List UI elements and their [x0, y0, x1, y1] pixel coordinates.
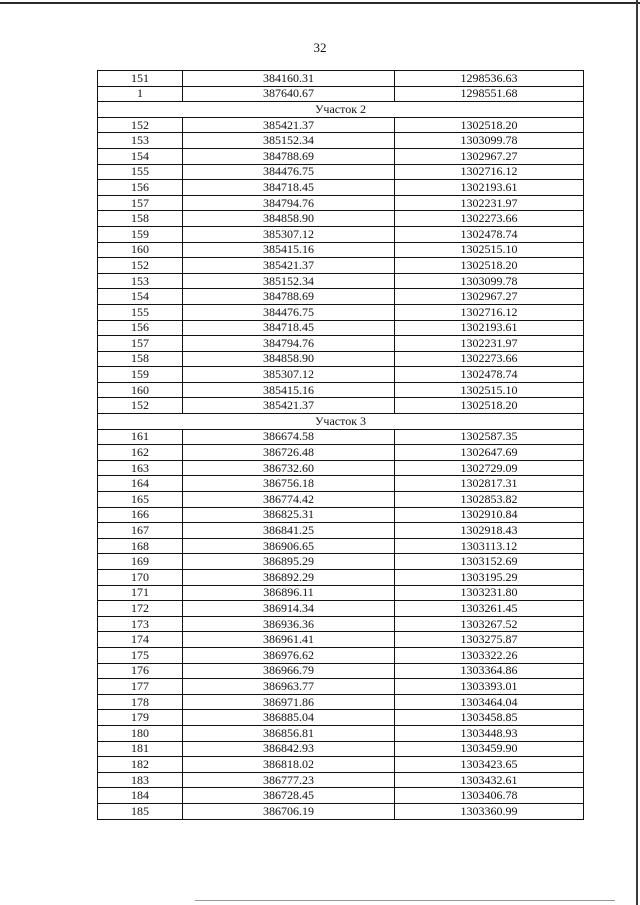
table-row: [98, 507, 584, 523]
table-row: [98, 71, 584, 87]
point-number-cell: 160: [98, 242, 183, 258]
point-number-cell: 177: [98, 679, 183, 695]
y-coordinate-cell: 1302478.74: [395, 367, 584, 383]
y-coordinate-cell: 1302587.35: [395, 429, 584, 445]
point-number-cell: 167: [98, 523, 183, 539]
point-number-cell: 173: [98, 616, 183, 632]
y-coordinate-cell: 1302231.97: [395, 336, 584, 352]
y-coordinate-cell: 1303152.69: [395, 554, 584, 570]
point-number-cell: 157: [98, 195, 183, 211]
point-number-cell: 175: [98, 647, 183, 663]
x-coordinate-cell: 386825.31: [183, 507, 395, 523]
table-row: [98, 585, 584, 601]
x-coordinate-cell: 384476.75: [183, 164, 395, 180]
y-coordinate-cell: 1303322.26: [395, 647, 584, 663]
point-number-cell: 170: [98, 570, 183, 586]
table-row: [98, 195, 584, 211]
section-header-row: [98, 102, 584, 118]
x-coordinate-cell: 385421.37: [183, 117, 395, 133]
table-row: [98, 336, 584, 352]
table-row: [98, 117, 584, 133]
table-row: [98, 398, 584, 414]
point-number-cell: 156: [98, 320, 183, 336]
table-row: [98, 803, 584, 819]
x-coordinate-cell: 386976.62: [183, 647, 395, 663]
x-coordinate-cell: 385307.12: [183, 226, 395, 242]
y-coordinate-cell: 1303393.01: [395, 679, 584, 695]
table-row: [98, 601, 584, 617]
table-row: [98, 289, 584, 305]
x-coordinate-cell: 384788.69: [183, 289, 395, 305]
x-coordinate-cell: 386885.04: [183, 710, 395, 726]
table-row: [98, 460, 584, 476]
y-coordinate-cell: 1302231.97: [395, 195, 584, 211]
x-coordinate-cell: 386906.65: [183, 538, 395, 554]
y-coordinate-cell: 1302910.84: [395, 507, 584, 523]
y-coordinate-cell: 1303231.80: [395, 585, 584, 601]
table-row: [98, 663, 584, 679]
x-coordinate-cell: 386896.11: [183, 585, 395, 601]
x-coordinate-cell: 386732.60: [183, 460, 395, 476]
x-coordinate-cell: 384788.69: [183, 148, 395, 164]
x-coordinate-cell: 386966.79: [183, 663, 395, 679]
x-coordinate-cell: 386818.02: [183, 757, 395, 773]
y-coordinate-cell: 1303406.78: [395, 788, 584, 804]
point-number-cell: 165: [98, 492, 183, 508]
x-coordinate-cell: 384858.90: [183, 211, 395, 227]
table-row: [98, 679, 584, 695]
y-coordinate-cell: 1303267.52: [395, 616, 584, 632]
point-number-cell: 161: [98, 429, 183, 445]
point-number-cell: 185: [98, 803, 183, 819]
table-row: [98, 492, 584, 508]
table-row: [98, 757, 584, 773]
point-number-cell: 154: [98, 148, 183, 164]
y-coordinate-cell: 1303459.90: [395, 741, 584, 757]
y-coordinate-cell: 1302515.10: [395, 242, 584, 258]
point-number-cell: 155: [98, 164, 183, 180]
y-coordinate-cell: 1298536.63: [395, 71, 584, 87]
y-coordinate-cell: 1302853.82: [395, 492, 584, 508]
table-row: [98, 445, 584, 461]
point-number-cell: 166: [98, 507, 183, 523]
x-coordinate-cell: 386774.42: [183, 492, 395, 508]
table-row: [98, 554, 584, 570]
point-number-cell: 151: [98, 71, 183, 87]
x-coordinate-cell: 386936.36: [183, 616, 395, 632]
y-coordinate-cell: 1302193.61: [395, 180, 584, 196]
x-coordinate-cell: 384794.76: [183, 195, 395, 211]
y-coordinate-cell: 1303423.65: [395, 757, 584, 773]
y-coordinate-cell: 1303360.99: [395, 803, 584, 819]
table-row: [98, 538, 584, 554]
x-coordinate-cell: 386842.93: [183, 741, 395, 757]
y-coordinate-cell: 1302716.12: [395, 304, 584, 320]
table-row: [98, 772, 584, 788]
table-row: [98, 367, 584, 383]
y-coordinate-cell: 1302518.20: [395, 117, 584, 133]
point-number-cell: 157: [98, 336, 183, 352]
x-coordinate-cell: 386856.81: [183, 725, 395, 741]
table-row: [98, 694, 584, 710]
scan-border-right: [636, 0, 638, 905]
table-row: [98, 351, 584, 367]
y-coordinate-cell: 1303464.04: [395, 694, 584, 710]
y-coordinate-cell: 1302193.61: [395, 320, 584, 336]
x-coordinate-cell: 386892.29: [183, 570, 395, 586]
point-number-cell: 159: [98, 226, 183, 242]
point-number-cell: 181: [98, 741, 183, 757]
table-row: [98, 647, 584, 663]
point-number-cell: 160: [98, 382, 183, 398]
y-coordinate-cell: 1303275.87: [395, 632, 584, 648]
table-row: [98, 242, 584, 258]
y-coordinate-cell: 1302273.66: [395, 351, 584, 367]
x-coordinate-cell: 386674.58: [183, 429, 395, 445]
table-row: [98, 320, 584, 336]
x-coordinate-cell: 386895.29: [183, 554, 395, 570]
x-coordinate-cell: 385415.16: [183, 382, 395, 398]
point-number-cell: 168: [98, 538, 183, 554]
table-row: [98, 741, 584, 757]
x-coordinate-cell: 386706.19: [183, 803, 395, 819]
table-row: [98, 788, 584, 804]
x-coordinate-cell: 385421.37: [183, 398, 395, 414]
x-coordinate-cell: 386841.25: [183, 523, 395, 539]
table-row: [98, 133, 584, 149]
x-coordinate-cell: 385152.34: [183, 273, 395, 289]
table-row: [98, 304, 584, 320]
y-coordinate-cell: 1303458.85: [395, 710, 584, 726]
point-number-cell: 154: [98, 289, 183, 305]
table-row: [98, 164, 584, 180]
table-row: [98, 523, 584, 539]
coordinates-table-body: [98, 71, 584, 820]
table-row: [98, 211, 584, 227]
point-number-cell: 155: [98, 304, 183, 320]
page-number: 32: [313, 40, 327, 55]
x-coordinate-cell: 384794.76: [183, 336, 395, 352]
y-coordinate-cell: 1302817.31: [395, 476, 584, 492]
point-number-cell: 162: [98, 445, 183, 461]
point-number-cell: 158: [98, 351, 183, 367]
table-row: [98, 429, 584, 445]
section-label: Участок 3: [98, 414, 584, 430]
x-coordinate-cell: 386756.18: [183, 476, 395, 492]
table-row: [98, 710, 584, 726]
point-number-cell: 1: [98, 86, 183, 102]
y-coordinate-cell: 1303099.78: [395, 133, 584, 149]
x-coordinate-cell: 386914.34: [183, 601, 395, 617]
y-coordinate-cell: 1303261.45: [395, 601, 584, 617]
point-number-cell: 152: [98, 258, 183, 274]
table-row: [98, 476, 584, 492]
point-number-cell: 171: [98, 585, 183, 601]
table-row: [98, 148, 584, 164]
point-number-cell: 182: [98, 757, 183, 773]
y-coordinate-cell: 1302967.27: [395, 289, 584, 305]
point-number-cell: 178: [98, 694, 183, 710]
table-row: [98, 616, 584, 632]
y-coordinate-cell: 1302518.20: [395, 398, 584, 414]
x-coordinate-cell: 386728.45: [183, 788, 395, 804]
x-coordinate-cell: 386726.48: [183, 445, 395, 461]
y-coordinate-cell: 1302918.43: [395, 523, 584, 539]
x-coordinate-cell: 386961.41: [183, 632, 395, 648]
y-coordinate-cell: 1302716.12: [395, 164, 584, 180]
point-number-cell: 184: [98, 788, 183, 804]
coordinates-table: [97, 70, 584, 820]
x-coordinate-cell: 386963.77: [183, 679, 395, 695]
point-number-cell: 163: [98, 460, 183, 476]
table-row: [98, 226, 584, 242]
y-coordinate-cell: 1302729.09: [395, 460, 584, 476]
point-number-cell: 180: [98, 725, 183, 741]
scan-border-bottom: [195, 900, 615, 901]
x-coordinate-cell: 384476.75: [183, 304, 395, 320]
y-coordinate-cell: 1302273.66: [395, 211, 584, 227]
table-row: [98, 180, 584, 196]
point-number-cell: 153: [98, 273, 183, 289]
table-row: [98, 273, 584, 289]
point-number-cell: 153: [98, 133, 183, 149]
point-number-cell: 179: [98, 710, 183, 726]
x-coordinate-cell: 384718.45: [183, 320, 395, 336]
x-coordinate-cell: 387640.67: [183, 86, 395, 102]
y-coordinate-cell: 1302518.20: [395, 258, 584, 274]
scan-border-top: [0, 2, 640, 4]
y-coordinate-cell: 1302967.27: [395, 148, 584, 164]
point-number-cell: 156: [98, 180, 183, 196]
point-number-cell: 152: [98, 398, 183, 414]
y-coordinate-cell: 1302478.74: [395, 226, 584, 242]
y-coordinate-cell: 1302515.10: [395, 382, 584, 398]
x-coordinate-cell: 385152.34: [183, 133, 395, 149]
x-coordinate-cell: 384160.31: [183, 71, 395, 87]
table-row: [98, 86, 584, 102]
x-coordinate-cell: 386777.23: [183, 772, 395, 788]
point-number-cell: 174: [98, 632, 183, 648]
x-coordinate-cell: 385421.37: [183, 258, 395, 274]
y-coordinate-cell: 1303113.12: [395, 538, 584, 554]
point-number-cell: 158: [98, 211, 183, 227]
table-row: [98, 382, 584, 398]
table-row: [98, 725, 584, 741]
point-number-cell: 172: [98, 601, 183, 617]
y-coordinate-cell: 1302647.69: [395, 445, 584, 461]
y-coordinate-cell: 1298551.68: [395, 86, 584, 102]
y-coordinate-cell: 1303195.29: [395, 570, 584, 586]
point-number-cell: 169: [98, 554, 183, 570]
section-label: Участок 2: [98, 102, 584, 118]
x-coordinate-cell: 384858.90: [183, 351, 395, 367]
y-coordinate-cell: 1303364.86: [395, 663, 584, 679]
table-row: [98, 258, 584, 274]
x-coordinate-cell: 385307.12: [183, 367, 395, 383]
point-number-cell: 176: [98, 663, 183, 679]
y-coordinate-cell: 1303432.61: [395, 772, 584, 788]
point-number-cell: 159: [98, 367, 183, 383]
table-row: [98, 632, 584, 648]
point-number-cell: 183: [98, 772, 183, 788]
point-number-cell: 152: [98, 117, 183, 133]
x-coordinate-cell: 385415.16: [183, 242, 395, 258]
x-coordinate-cell: 384718.45: [183, 180, 395, 196]
point-number-cell: 164: [98, 476, 183, 492]
x-coordinate-cell: 386971.86: [183, 694, 395, 710]
y-coordinate-cell: 1303448.93: [395, 725, 584, 741]
section-header-row: [98, 414, 584, 430]
y-coordinate-cell: 1303099.78: [395, 273, 584, 289]
table-row: [98, 570, 584, 586]
